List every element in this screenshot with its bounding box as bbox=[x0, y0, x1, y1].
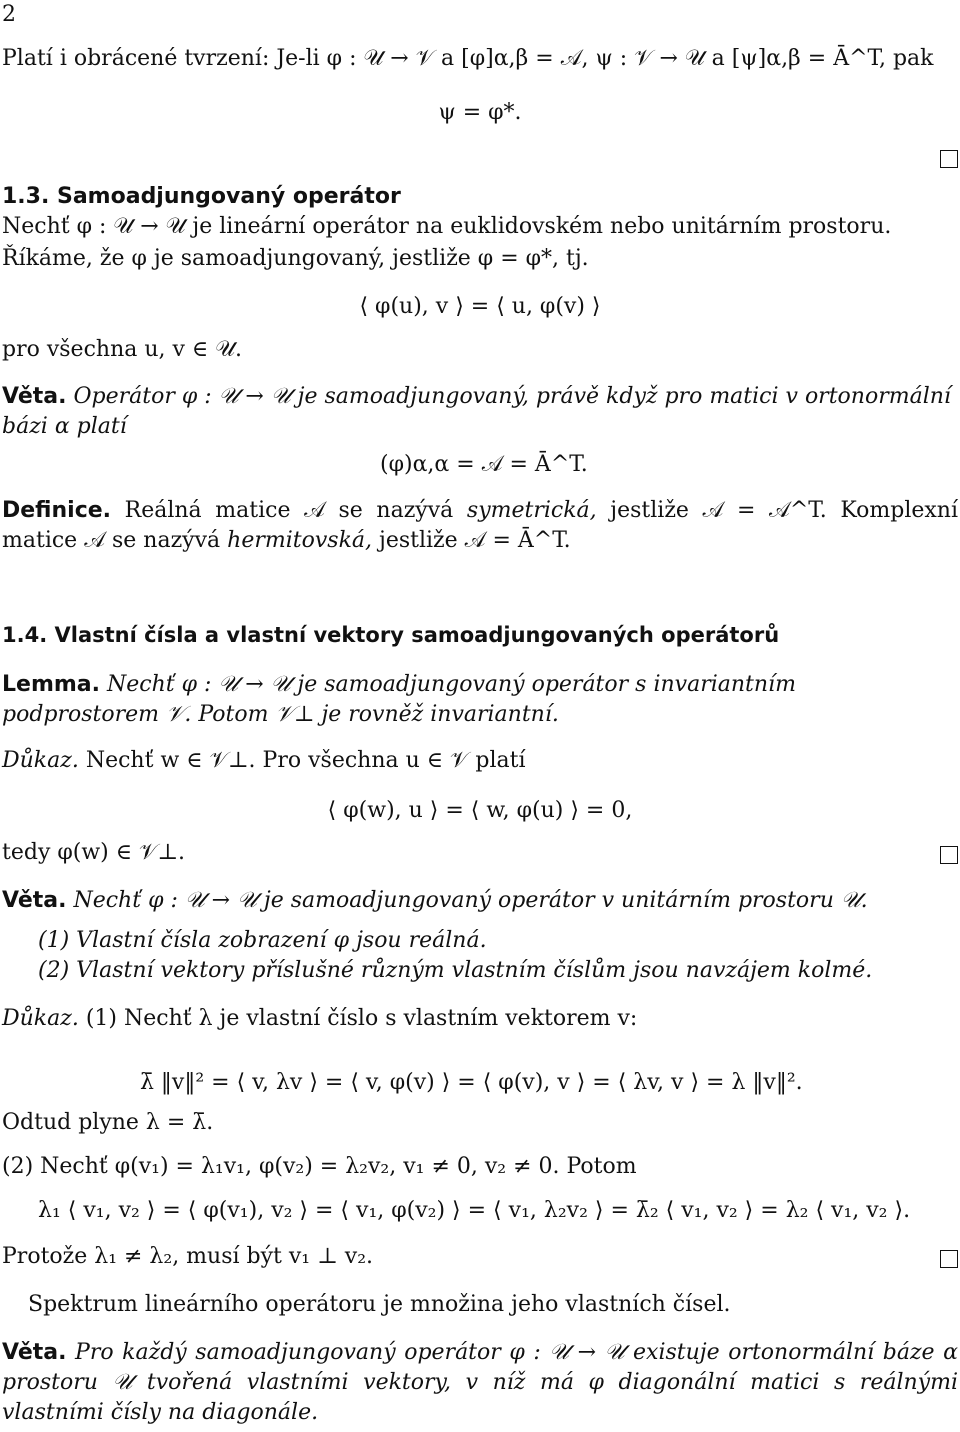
section-heading-1-4: 1.4. Vlastní čísla a vlastní vektory samoadjungovaných operátorů bbox=[2, 623, 780, 647]
proof-1 bbox=[2, 746, 525, 776]
orthogonality-formula: ⟨ φ(w), u ⟩ = ⟨ w, φ(u) ⟩ = 0, bbox=[327, 798, 633, 823]
lemma-text: Nechť φ : 𝒰 → 𝒰 je samoadjungovaný operátor s invariantním podprostorem 𝒱. Potom 𝒱⊥ je rovněž invariantní. bbox=[2, 672, 796, 727]
proof-1-text: Nechť w ∈ 𝒱⊥. Pro všechna u ∈ 𝒱 platí bbox=[85, 748, 526, 773]
section-heading-1-3: 1.3. Samoadjungovaný operátor bbox=[2, 184, 401, 209]
real-eigenvalue-conclusion: Odtud plyne λ = λ̄. bbox=[2, 1110, 214, 1135]
orthogonality-assumption: (2) Nechť φ(v₁) = λ₁v₁, φ(v₂) = λ₂v₂, v₁ ≠ 0, v₂ ≠ 0. Potom bbox=[2, 1154, 637, 1179]
lemma-label: Lemma. bbox=[2, 672, 100, 697]
theorem-2-item-1: (1) Vlastní čísla zobrazení φ jsou reálná. bbox=[38, 928, 487, 953]
orthogonality-chain: λ₁ ⟨ v₁, v₂ ⟩ = ⟨ φ(v₁), v₂ ⟩ = ⟨ v₁, φ(v₂) ⟩ = ⟨ v₁, λ₂v₂ ⟩ = λ̄₂ ⟨ v₁, v₂ ⟩ = λ₂ ⟨ v₁, v₂ ⟩. bbox=[38, 1198, 911, 1223]
theorem-3 bbox=[2, 1338, 958, 1428]
definition-label: Definice. bbox=[2, 498, 112, 523]
self-adjoint-formula: ⟨ φ(u), v ⟩ = ⟨ u, φ(v) ⟩ bbox=[359, 294, 601, 319]
theorem-2-text: Nechť φ : 𝒰 → 𝒰 je samoadjungovaný operátor v unitárním prostoru 𝒰. bbox=[73, 888, 868, 913]
qed-box bbox=[940, 150, 958, 168]
spectrum-definition: Spektrum lineárního operátoru je množina jeho vlastních čísel. bbox=[28, 1292, 731, 1317]
for-all-text: pro všechna u, v ∈ 𝒰. bbox=[2, 337, 242, 362]
theorem-1 bbox=[2, 382, 958, 442]
proof-2-text: (1) Nechť λ je vlastní číslo s vlastním vektorem v: bbox=[85, 1006, 638, 1031]
theorem-2-item-2: (2) Vlastní vektory příslušné různým vlastním číslům jsou navzájem kolmé. bbox=[38, 958, 873, 983]
qed-box bbox=[940, 846, 958, 864]
matrix-formula: (φ)α,α = 𝒜 = Ā^T. bbox=[380, 452, 588, 477]
eigenvalue-formula: λ̄ ‖v‖² = ⟨ v, λv ⟩ = ⟨ v, φ(v) ⟩ = ⟨ φ(v), v ⟩ = ⟨ λv, v ⟩ = λ ‖v‖². bbox=[140, 1070, 803, 1095]
theorem-label: Věta. bbox=[2, 1340, 67, 1365]
proof-1-conclusion: tedy φ(w) ∈ 𝒱⊥. bbox=[2, 840, 186, 865]
self-adjoint-def-line2: Říkáme, že φ je samoadjungovaný, jestliže φ = φ*, tj. bbox=[2, 246, 589, 271]
definition-text-1: Reálná matice 𝒜 se nazývá bbox=[124, 498, 454, 523]
term-hermitian: hermitovská, bbox=[227, 528, 373, 553]
theorem-label: Věta. bbox=[2, 384, 67, 409]
definition-text-3: jestliže 𝒜 = Ā^T. bbox=[379, 528, 571, 553]
proof-label: Důkaz. bbox=[2, 748, 79, 773]
theorem-label: Věta. bbox=[2, 888, 67, 913]
proof-2 bbox=[2, 1004, 637, 1034]
qed-box bbox=[940, 1250, 958, 1268]
lemma-block bbox=[2, 670, 958, 730]
adjoint-formula: ψ = φ*. bbox=[438, 100, 522, 125]
theorem-2 bbox=[2, 886, 868, 916]
theorem-3-text: Pro každý samoadjungovaný operátor φ : 𝒰 → 𝒰 existuje ortonormální báze α prostoru 𝒰 tvořená vlastními vektory, v níž má φ diagonální matici s reálnými vlastními čísly na diagonále. bbox=[2, 1340, 959, 1425]
proof-label: Důkaz. bbox=[2, 1006, 79, 1031]
page-number: 2 bbox=[2, 2, 16, 27]
self-adjoint-def-line1: Nechť φ : 𝒰 → 𝒰 je lineární operátor na euklidovském nebo unitárním prostoru. bbox=[2, 214, 892, 239]
term-symmetric: symetrická, bbox=[466, 498, 597, 523]
definition-block bbox=[2, 496, 958, 556]
converse-statement: Platí i obrácené tvrzení: Je-li φ : 𝒰 → 𝒱 a [φ]α,β = 𝒜, ψ : 𝒱 → 𝒰 a [ψ]α,β = Ā^T, pak bbox=[2, 46, 934, 71]
definition-text-2: jestliže 𝒜 = 𝒜^T. Komplexní matice 𝒜 se nazývá bbox=[2, 498, 959, 553]
theorem-text: Operátor φ : 𝒰 → 𝒰 je samoadjungovaný, právě když pro matici v ortonormální bázi α platí bbox=[2, 384, 951, 439]
orthogonality-conclusion: Protože λ₁ ≠ λ₂, musí být v₁ ⊥ v₂. bbox=[2, 1244, 374, 1269]
